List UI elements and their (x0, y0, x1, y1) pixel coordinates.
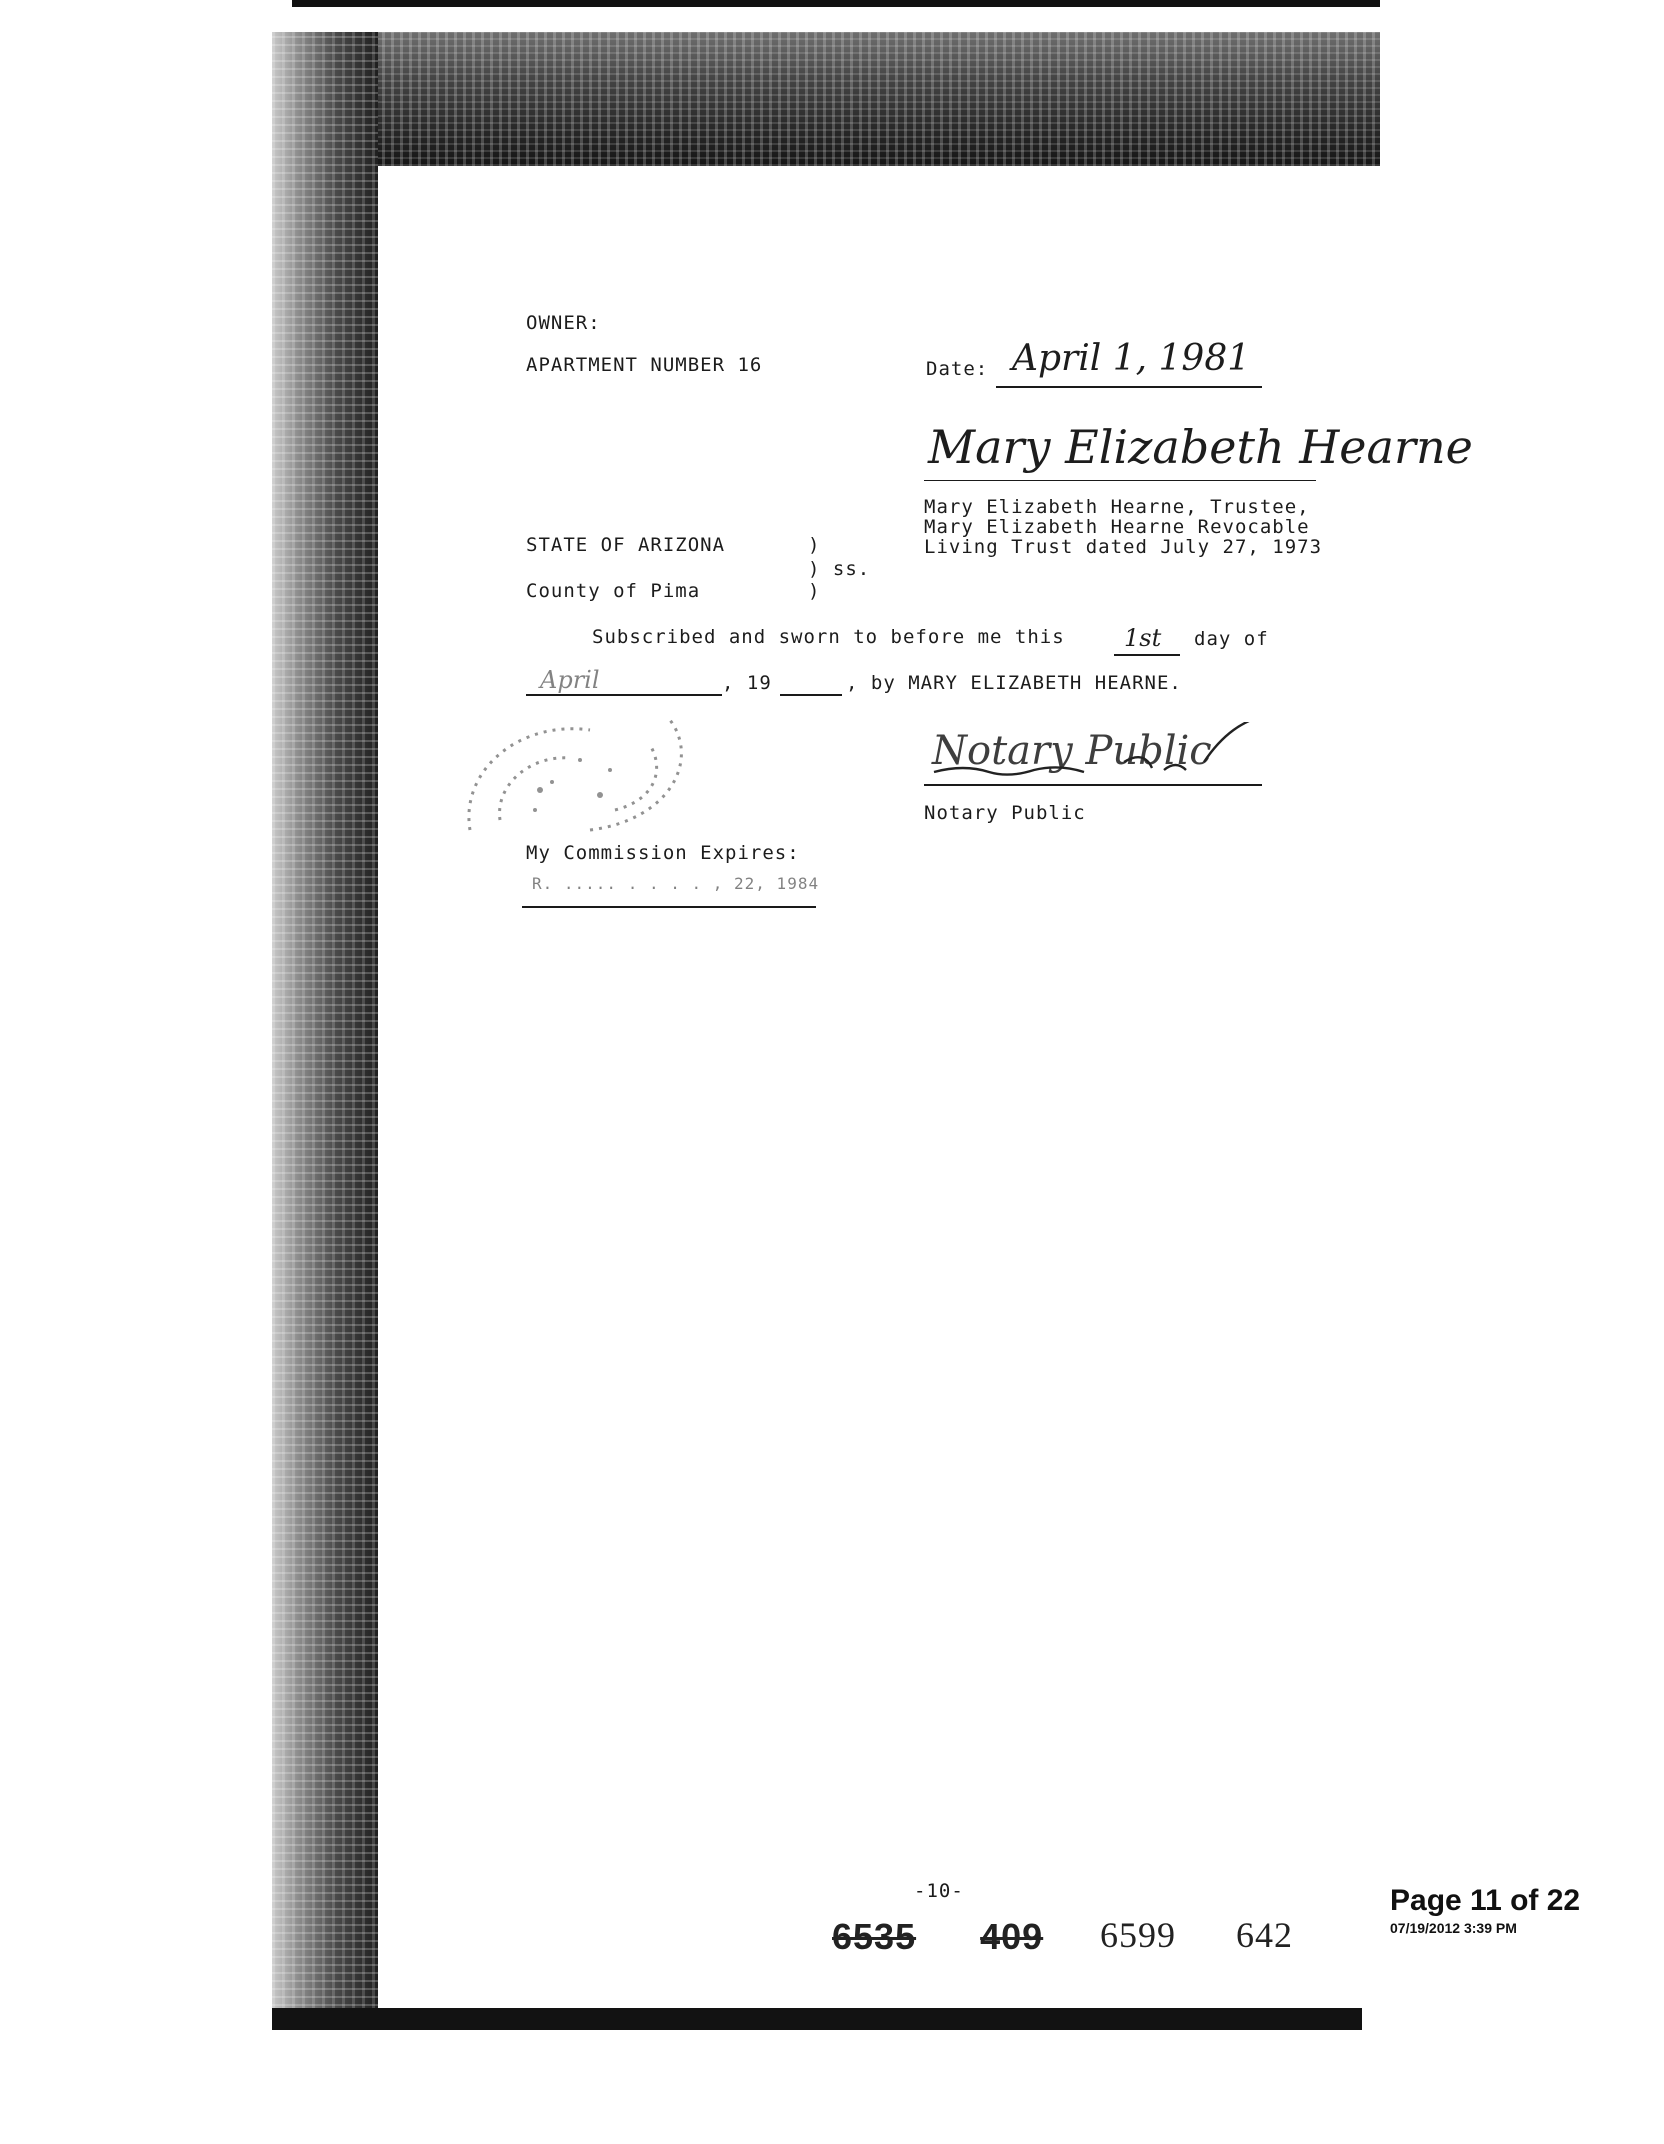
notary-signature-mark (924, 722, 1274, 792)
trustee-line-1: Mary Elizabeth Hearne, Trustee, (924, 496, 1310, 518)
bracket-bottom: ) (808, 580, 821, 602)
apartment-number: APARTMENT NUMBER 16 (526, 354, 763, 376)
day-line (1114, 654, 1180, 656)
date-label: Date: (926, 358, 989, 380)
month-line (526, 694, 722, 696)
doc-number-2-part-a: 6599 (1100, 1915, 1176, 1955)
notary-signature: Notary Public (932, 728, 1212, 774)
ss-label: ) ss. (808, 558, 871, 580)
date-handwritten: April 1, 1981 (1012, 338, 1251, 379)
doc-number-1 (832, 1916, 1043, 1958)
page-counter: Page 11 of 22 (1390, 1884, 1581, 1917)
scan-shadow-left (272, 32, 378, 2022)
state-label: STATE OF ARIZONA (526, 534, 726, 556)
owner-signature: Mary Elizabeth Hearne (928, 420, 1473, 474)
doc-number-1-part-a: 6535 (832, 1916, 917, 1957)
county-label: County of Pima (526, 580, 701, 602)
signature-line (924, 480, 1316, 481)
commission-value: R. ..... . . . . , 22, 1984 (532, 874, 820, 893)
notary-signature-line (924, 784, 1262, 786)
doc-number-2-part-b: 642 (1236, 1915, 1293, 1955)
commission-label: My Commission Expires: (526, 842, 800, 864)
notary-seal-icon (440, 700, 720, 860)
doc-number-2 (1100, 1914, 1293, 1956)
page-footer-number: -10- (914, 1880, 964, 1902)
trustee-line-3: Living Trust dated July 27, 1973 (924, 536, 1323, 558)
year-prefix: , 19 (722, 672, 772, 694)
scan-shadow-top (292, 32, 1380, 166)
month-handwritten: April (540, 666, 600, 694)
page-timestamp: 07/19/2012 3:39 PM (1390, 1920, 1517, 1936)
commission-line (522, 906, 816, 908)
day-of-text: day of (1194, 628, 1269, 650)
notary-public-label: Notary Public (924, 802, 1086, 824)
date-line (996, 386, 1262, 388)
by-text: , by MARY ELIZABETH HEARNE. (846, 672, 1182, 694)
doc-number-1-part-b: 409 (980, 1916, 1044, 1957)
top-rule (292, 0, 1380, 7)
year-line (780, 694, 842, 696)
day-handwritten: 1st (1124, 624, 1162, 652)
bracket-top: ) (808, 534, 821, 556)
subscribed-text: Subscribed and sworn to before me this (592, 626, 1065, 648)
scan-shadow-bottom (272, 2008, 1362, 2030)
trustee-line-2: Mary Elizabeth Hearne Revocable (924, 516, 1310, 538)
owner-label: OWNER: (526, 312, 601, 334)
